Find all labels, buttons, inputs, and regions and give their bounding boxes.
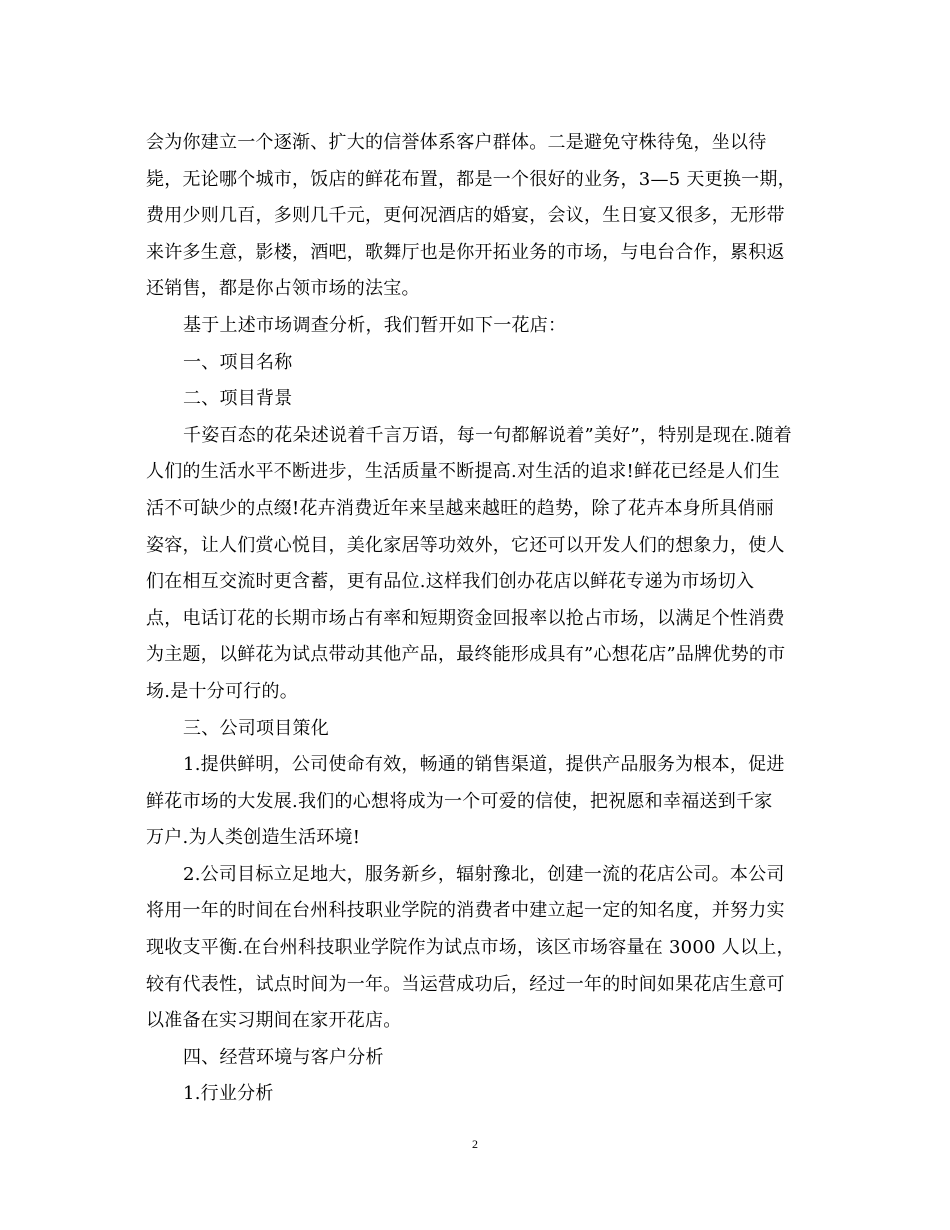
text-line: 基于上述市场调查分析，我们暂开如下一花店： [183, 314, 567, 336]
text-line: 以准备在实习期间在家开花店。 [146, 1010, 402, 1032]
text-line: 现收支平衡.在台州科技职业学院作为试点市场，该区市场容量在 3000 人以上， [146, 937, 795, 959]
text-line: 来许多生意，影楼，酒吧，歌舞厅也是你开拓业务的市场，与电台合作，累积返 [146, 241, 785, 263]
text-line: 二、项目背景 [183, 388, 293, 410]
text-line: 一、项目名称 [183, 351, 293, 373]
text-line: 姿容，让人们赏心悦目，美化家居等功效外，它还可以开发人们的想象力，使人 [146, 534, 785, 556]
text-line: 鲜花市场的大发展.我们的心想将成为一个可爱的信使，把祝愿和幸福送到千家 [146, 790, 773, 812]
text-line: 1.行业分析 [183, 1083, 274, 1105]
text-line: 毙，无论哪个城市，饭店的鲜花布置，都是一个很好的业务，3—5 天更换一期， [146, 168, 796, 190]
text-line: 人们的生活水平不断进步，生活质量不断提高.对生活的追求!鲜花已经是人们生 [146, 461, 780, 483]
text-line: 会为你建立一个逐渐、扩大的信誉体系客户群体。二是避免守株待兔，坐以待 [146, 132, 767, 153]
text-line: 费用少则几百，多则几千元，更何况酒店的婚宴，会议，生日宴又很多，无形带 [146, 205, 785, 227]
text-line: 点，电话订花的长期市场占有率和短期资金回报率以抢占市场，以满足个性消费 [146, 607, 785, 629]
text-line: 们在相互交流时更含蓄，更有品位.这样我们创办花店以鲜花专递为市场切入 [146, 571, 755, 593]
text-line: 1.提供鲜明，公司使命有效，畅通的销售渠道，提供产品服务为根本，促进 [183, 754, 785, 776]
page-number: 2 [472, 1137, 478, 1151]
text-line: 四、经营环境与客户分析 [183, 1046, 384, 1068]
text-line: 活不可缺少的点缀!花卉消费近年来呈越来越旺的趋势，除了花卉本身所具俏丽 [146, 497, 774, 519]
text-line: 万户.为人类创造生活环境! [146, 827, 361, 849]
text-line: 千姿百态的花朵述说着千言万语，每一句都解说着”美好”，特别是现在.随着 [183, 424, 792, 446]
text-line: 2.公司目标立足地大，服务新乡，辐射豫北，创建一流的花店公司。本公司 [183, 863, 785, 885]
text-line: 场.是十分可行的。 [146, 680, 298, 702]
text-line: 将用一年的时间在台州科技职业学院的消费者中建立起一定的知名度，并努力实 [146, 900, 785, 922]
text-line: 为主题，以鲜花为试点带动其他产品，最终能形成具有”心想花店”品牌优势的市 [146, 644, 786, 666]
text-line: 还销售，都是你占领市场的法宝。 [146, 278, 420, 300]
text-line: 较有代表性，试点时间为一年。当运营成功后，经过一年的时间如果花店生意可 [146, 973, 785, 995]
text-line: 三、公司项目策化 [183, 717, 329, 739]
document-body [146, 125, 812, 1113]
